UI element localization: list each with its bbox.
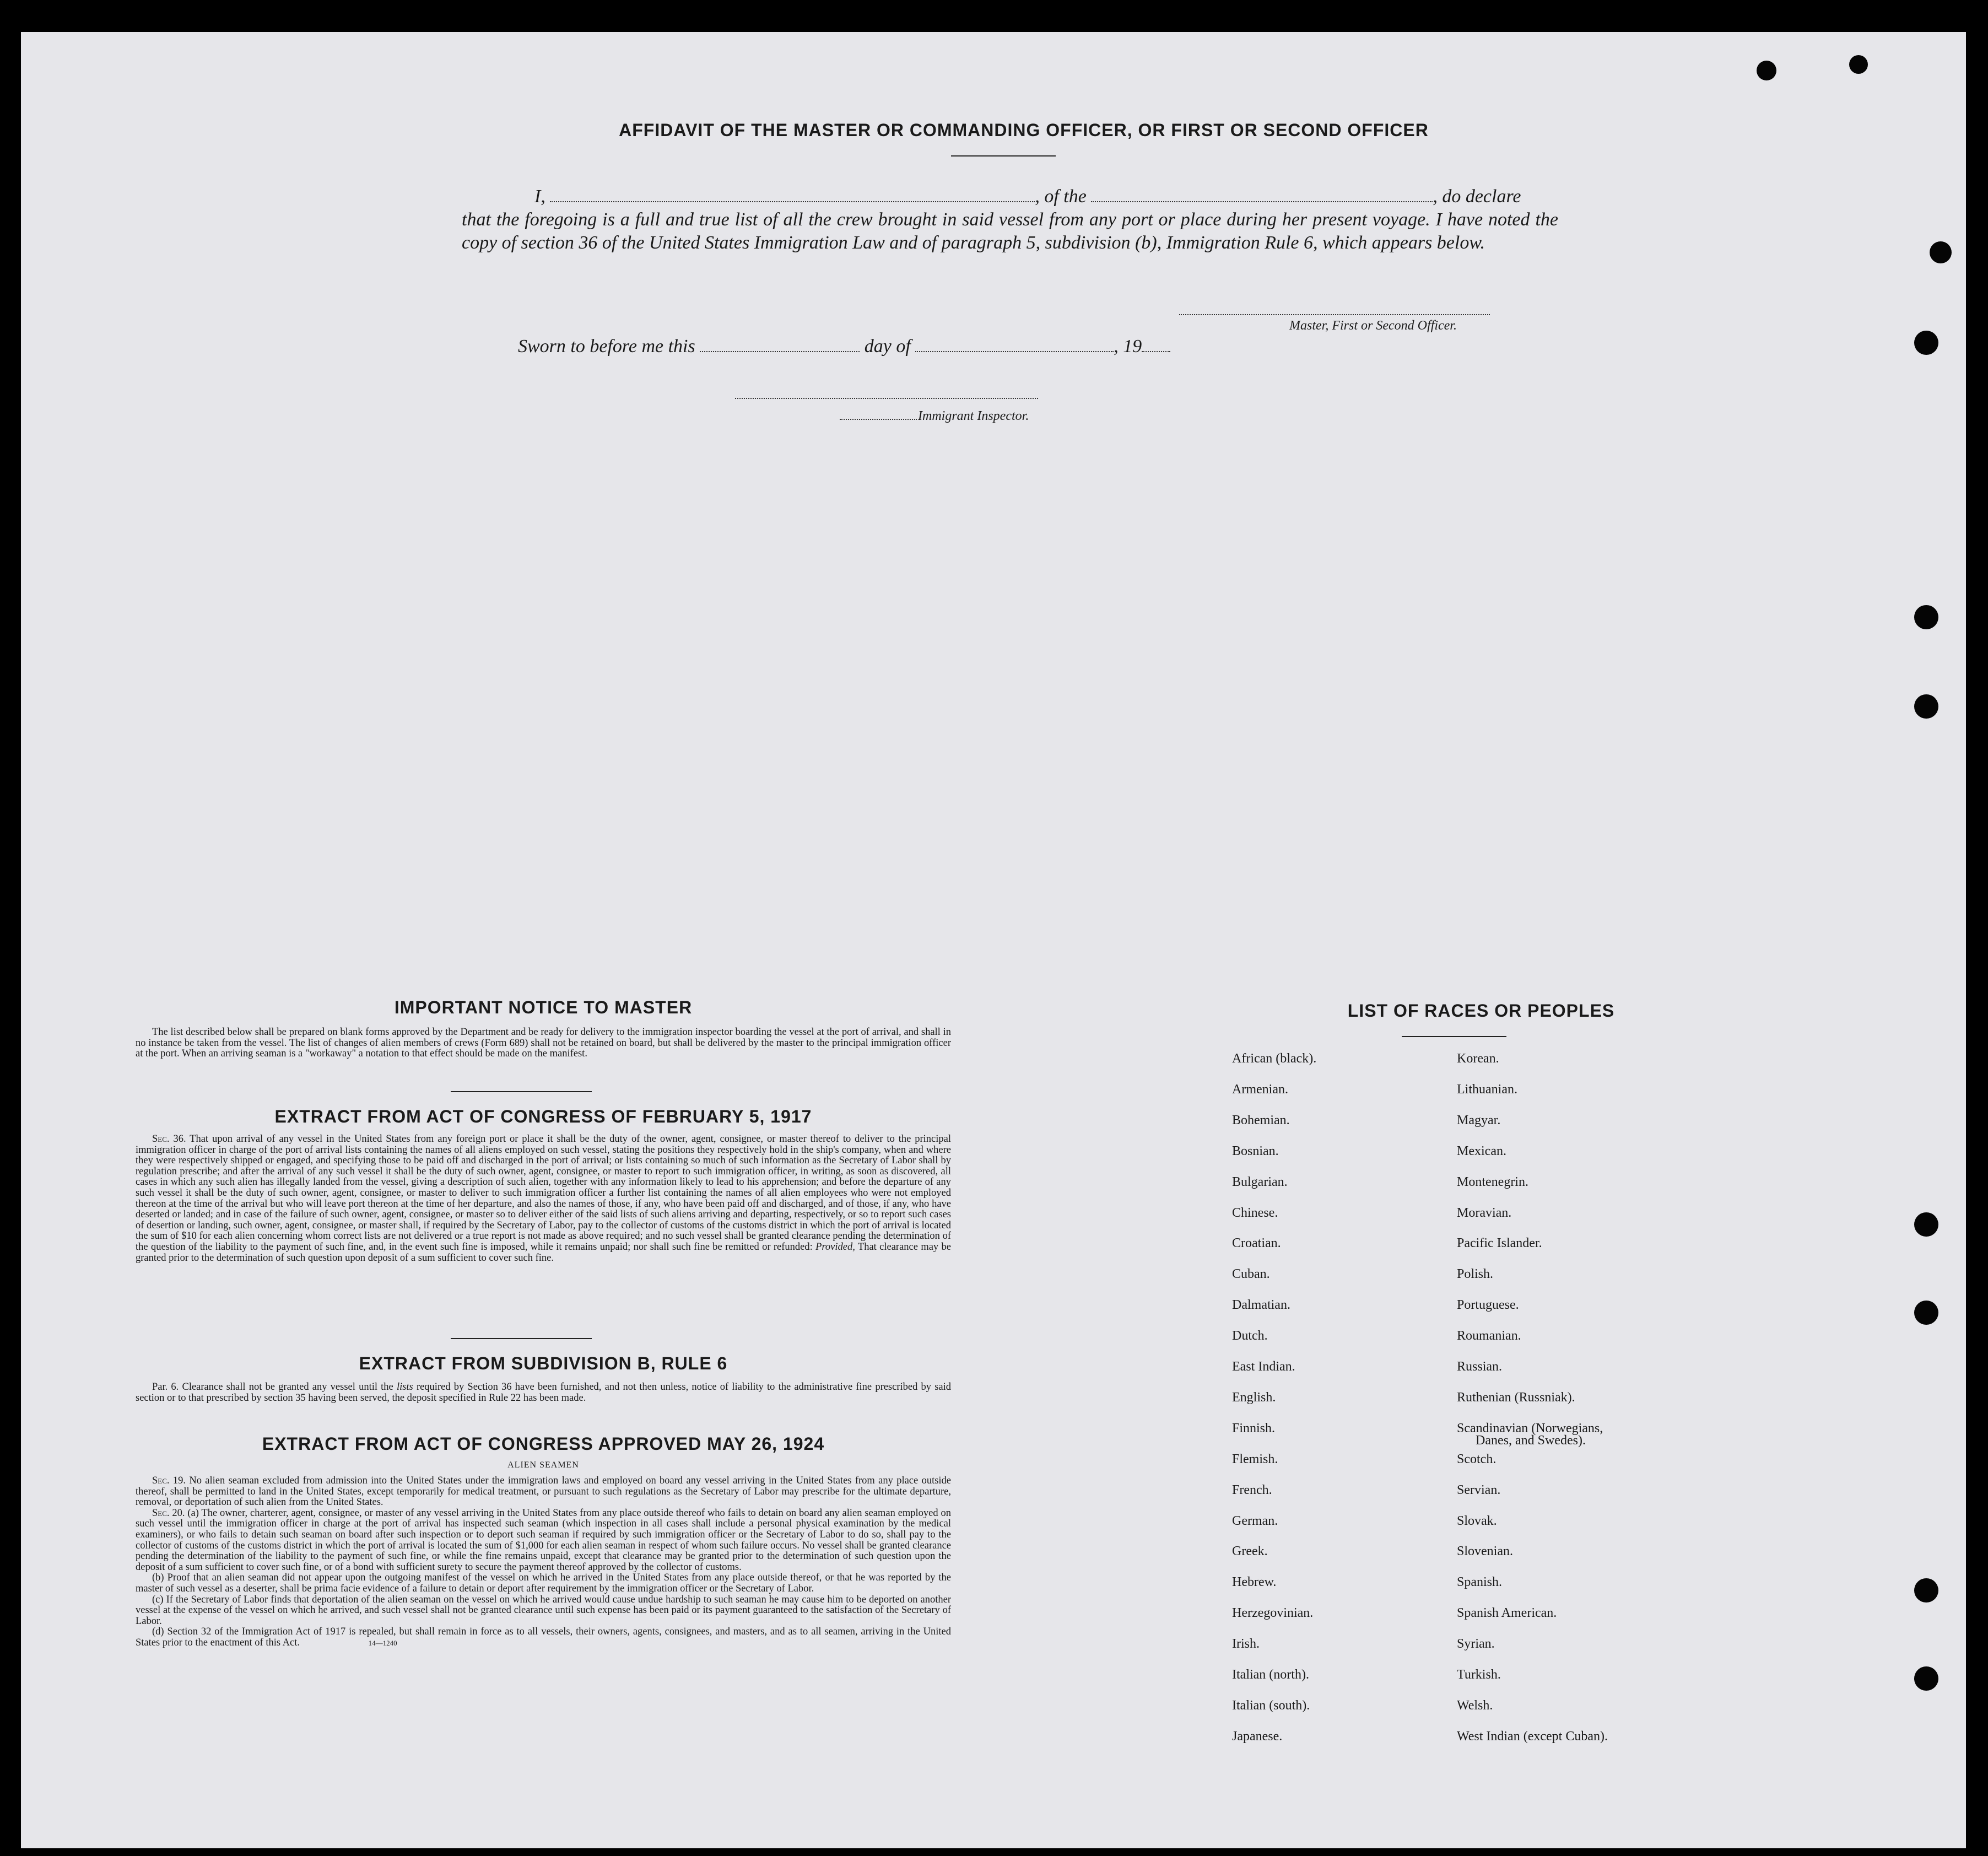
sworn-day-of-label: day of <box>864 336 911 357</box>
race-item: African (black). <box>1232 1051 1317 1066</box>
sec20-label: Sec. 20. <box>152 1507 185 1519</box>
title-divider <box>951 155 1056 157</box>
race-item-continuation: Danes, and Swedes). <box>1476 1433 1586 1448</box>
affidavit-i-label: I, <box>534 186 545 207</box>
form-number: 14—1240 <box>368 1638 397 1647</box>
extract-1924-text <box>136 1476 951 1649</box>
lists-word: lists <box>396 1382 413 1393</box>
race-item: English. <box>1232 1390 1276 1405</box>
race-item: Pacific Islander. <box>1457 1236 1542 1250</box>
race-item: Scandinavian (Norwegians, <box>1457 1421 1603 1436</box>
rule6-text-a: Par. 6. Clearance shall not be granted any vessel until the <box>152 1382 393 1393</box>
section-divider <box>451 1338 592 1339</box>
sworn-year-label: , 19 <box>1114 336 1142 357</box>
sec19-label: Sec. 19. <box>152 1475 186 1486</box>
extract-1917-text <box>136 1134 951 1264</box>
affidavit-body <box>462 185 1558 255</box>
race-item: Russian. <box>1457 1359 1503 1374</box>
vessel-field[interactable] <box>1091 187 1433 202</box>
inspector-signature-line[interactable] <box>735 398 1038 399</box>
extract-1924-title: EXTRACT FROM ACT OF CONGRESS APPROVED MAY 26, 1924 <box>262 1434 825 1454</box>
punch-hole-icon <box>1930 241 1952 263</box>
race-item: Herzegovinian. <box>1232 1606 1314 1620</box>
race-item: Turkish. <box>1457 1668 1501 1682</box>
race-item: Moravian. <box>1457 1206 1512 1220</box>
race-item: Mexican. <box>1457 1144 1506 1158</box>
rule6-text-b: required by Section 36 have been furnished, and not then unless, notice of liability to the administrative fine prescribed by said section or to that prescribed by section 35 having been served, the deposit specified in Rule 22 has been made. <box>136 1382 952 1404</box>
sec36-text-end: That clearance may be granted prior to the determination of such question upon deposit of a sum sufficient to cover such fine. <box>136 1241 952 1264</box>
master-signature-line[interactable] <box>1179 314 1490 315</box>
inspector-caption: Immigrant Inspector. <box>918 409 1029 423</box>
notice-text <box>136 1027 951 1060</box>
race-item: Spanish. <box>1457 1575 1503 1589</box>
race-item: Armenian. <box>1232 1082 1288 1097</box>
race-item: Montenegrin. <box>1457 1175 1528 1189</box>
race-item: Bohemian. <box>1232 1113 1290 1127</box>
race-item: Hebrew. <box>1232 1575 1277 1589</box>
race-item: Portuguese. <box>1457 1298 1519 1312</box>
race-item: Dutch. <box>1232 1329 1268 1343</box>
extract-1917-title: EXTRACT FROM ACT OF CONGRESS OF FEBRUARY 5, 1917 <box>274 1107 812 1126</box>
race-item: Japanese. <box>1232 1729 1283 1744</box>
race-item: Irish. <box>1232 1637 1260 1651</box>
sec19-text: No alien seaman excluded from admission into the United States under the immigration laws and employed on board any vessel arriving in the United States from any place outside thereof, shall be permitted to land in the United States, except temporarily for medical treatment, or pursuant to such regulations as the Secretary of Labor may prescribe for the ultimate departure, removal, or deportation of such alien from the United States. <box>136 1475 952 1508</box>
race-item: West Indian (except Cuban). <box>1457 1729 1608 1744</box>
race-item: Lithuanian. <box>1457 1082 1517 1097</box>
race-item: Polish. <box>1457 1267 1494 1281</box>
sworn-day-field[interactable] <box>700 338 860 352</box>
race-item: Ruthenian (Russniak). <box>1457 1390 1575 1405</box>
affidavit-title: AFFIDAVIT OF THE MASTER OR COMMANDING OFFICER, OR FIRST OR SECOND OFFICER <box>619 120 1429 140</box>
race-item: Korean. <box>1457 1051 1499 1066</box>
sec20d-text: (d) Section 32 of the Immigration Act of 1917 is repealed, but shall remain in force as to all vessels, their owners, agents, consignees, and masters, and as to all seamen, arriving in the United States prior to the enactment of this Act. <box>136 1626 951 1648</box>
punch-hole-icon <box>1914 1666 1938 1691</box>
notice-title: IMPORTANT NOTICE TO MASTER <box>394 997 693 1017</box>
race-item: Spanish American. <box>1457 1606 1557 1620</box>
sworn-line <box>518 336 1170 357</box>
race-item: German. <box>1232 1514 1278 1528</box>
do-declare-label: , do declare <box>1433 186 1521 207</box>
name-field[interactable] <box>550 187 1035 202</box>
sworn-prefix: Sworn to before me this <box>518 336 695 357</box>
race-item: Dalmatian. <box>1232 1298 1290 1312</box>
sec20a-text: (a) The owner, charterer, agent, consignee, or master of any vessel arriving in the United States from any place outside thereof who fails to detain on board any alien seaman employed on such vessel until the immigration officer in charge at the port of arrival has inspected such seaman (which inspection in all cases shall include a personal physical examination by the medical examiners), or who fails to detain such seaman on board after such inspection or to deport such seaman if required by such immigration officer or the Secretary of Labor to do so, shall pay to the collector of customs of the customs district in which the port of arrival is located the sum of $1,000 for each alien seaman in respect of whom such failure occurs. No vessel shall be granted clearance pending the determination of the liability to the payment of such fine, or while the fine remains unpaid, except that clearance may be granted prior to the determination of such question upon the deposit of a sum sufficient to cover such fine, or of a bond with sufficient surety to secure the payment thereof approved by the collector of customs. <box>136 1507 952 1573</box>
affidavit-declaration: that the foregoing is a full and true list of all the crew brought in said vessel from any port or place during her present voyage. I have noted the copy of section 36 of the United States Immigration Law and of paragraph 5, subdivision (b), Immigration Rule 6, which appears below. <box>462 209 1558 253</box>
race-item: Bosnian. <box>1232 1144 1279 1158</box>
race-item: Syrian. <box>1457 1637 1495 1651</box>
race-item: Greek. <box>1232 1544 1268 1558</box>
race-item: Flemish. <box>1232 1452 1278 1466</box>
sec20b-text: (b) Proof that an alien seaman did not appear upon the outgoing manifest of the vessel on which he arrived in the United States from any place outside thereof, or that he was reported by the master of such vessel as a deserter, shall be prima facie evidence of a failure to detain or deport after requirement by the immigration officer or the Secretary of Labor. <box>136 1572 951 1594</box>
document-sheet <box>21 32 1966 1848</box>
race-item: Slovenian. <box>1457 1544 1513 1558</box>
punch-hole-icon <box>1914 331 1938 355</box>
race-item: Chinese. <box>1232 1206 1278 1220</box>
race-item: Cuban. <box>1232 1267 1270 1281</box>
race-item: Italian (north). <box>1232 1668 1309 1682</box>
punch-hole-icon <box>1914 1578 1938 1603</box>
races-divider <box>1402 1036 1506 1037</box>
race-item: Italian (south). <box>1232 1698 1310 1713</box>
race-item: Bulgarian. <box>1232 1175 1288 1189</box>
punch-hole-icon <box>1914 605 1938 629</box>
race-item: Roumanian. <box>1457 1329 1521 1343</box>
sec36-text: That upon arrival of any vessel in the United States from any foreign port or place it shall be the duty of the owner, agent, consignee, or master thereof to deliver to the principal immigration officer in charge of the port of arrival lists containing the names of all aliens employed on such vessel, stating the positions they respectively hold in the ship's company, when and where they were respectively shipped or engaged, and specifying those to be paid off and discharged in the port of arrival; or lists containing so much of such information as the Secretary of Labor shall by regulation prescribe; and after the arrival of any such vessel it shall be the duty of such owner, agent, consignee, or master to report to such immigration officer, in writing, as soon as discovered, all cases in which any such alien has illegally landed from the vessel, giving a description of such alien, together with any information likely to lead to his apprehension; and before the departure of any such vessel it shall be the duty of such owner, agent, consignee, or master to deliver to such immigration officer a further list containing the names of all alien employees who were not employed thereon at the time of the arrival but who will leave port thereon at the time of her departure, and also the names of those, if any, who have been paid off and discharged, and of those, if any, who have deserted or landed; and in case of the failure of such owner, agent, consignee, or master so to deliver either of the said lists of such aliens arriving and departing, respectively, or so to report such cases of desertion or landing, such owner, agent, consignee, or master shall, if required by the Secretary of Labor, pay to the collector of customs of the customs district in which the port of arrival is located the sum of $10 for each alien concerning whom correct lists are not delivered or a true report is not made as above required; and no such vessel shall be granted clearance pending the determination of the question of the liability to the payment of such fine, and, in the event such fine is imposed, while it remains unpaid; nor shall such fine be remitted or refunded: <box>136 1134 952 1253</box>
sec36-label: Sec. 36. <box>152 1134 186 1145</box>
race-item: Servian. <box>1457 1483 1501 1497</box>
master-signature-caption: Master, First or Second Officer. <box>1289 319 1457 333</box>
punch-hole-icon <box>1757 61 1776 80</box>
race-item: Scotch. <box>1457 1452 1497 1466</box>
race-item: Finnish. <box>1232 1421 1276 1436</box>
extract-rule6-text <box>136 1382 951 1404</box>
extract-rule6-title: EXTRACT FROM SUBDIVISION B, RULE 6 <box>359 1353 728 1373</box>
race-item: Croatian. <box>1232 1236 1281 1250</box>
provided-word: Provided, <box>815 1241 855 1253</box>
inspector-short-line <box>840 419 917 420</box>
race-item: Slovak. <box>1457 1514 1497 1528</box>
punch-hole-icon <box>1914 694 1938 719</box>
alien-seamen-subtitle: ALIEN SEAMEN <box>507 1460 579 1470</box>
punch-hole-icon <box>1914 1301 1938 1325</box>
punch-hole-icon <box>1849 55 1868 74</box>
race-item: Welsh. <box>1457 1698 1493 1713</box>
sec20c-text: (c) If the Secretary of Labor finds that deportation of the alien seaman on the vessel on which he arrived would cause undue hardship to such seaman he may cause him to be deported on another vessel at the expense of the vessel on which he arrived, and such vessel shall not be granted clearance until such expense has been paid or its payment guaranteed to the satisfaction of the Secretary of Labor. <box>136 1594 951 1627</box>
race-item: Magyar. <box>1457 1113 1501 1127</box>
section-divider <box>451 1091 592 1092</box>
race-item: French. <box>1232 1483 1272 1497</box>
of-the-label: , of the <box>1035 186 1087 207</box>
notice-paragraph: The list described below shall be prepared on blank forms approved by the Department and be ready for delivery to the immigration inspector boarding the vessel at the port of arrival, and shall in no instance be taken from the vessel. The list of changes of alien members of crews (Form 689) shall not be retained on board, but shall be delivered by the master to the principal immigration officer at the port. When an arriving seaman is a "workaway" a notation to that effect should be made on the manifest. <box>136 1027 951 1060</box>
sworn-month-field[interactable] <box>915 338 1114 352</box>
races-title: LIST OF RACES OR PEOPLES <box>1347 1001 1615 1021</box>
race-item: East Indian. <box>1232 1359 1295 1374</box>
sworn-year-field[interactable] <box>1142 338 1170 352</box>
punch-hole-icon <box>1914 1212 1938 1237</box>
